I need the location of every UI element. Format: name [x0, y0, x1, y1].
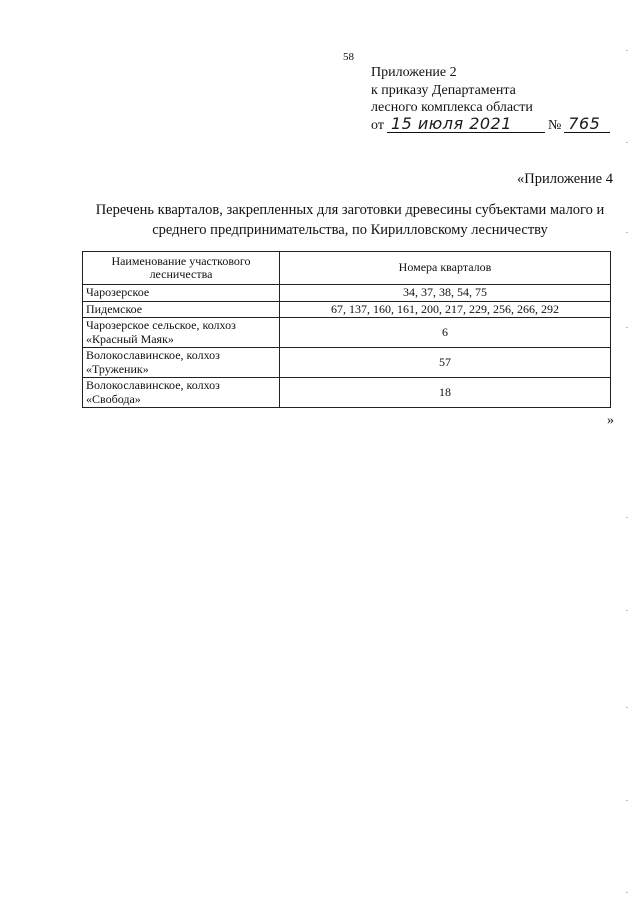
page-number: 58 — [343, 51, 354, 63]
forestry-name-cell: Чарозерское сельское, колхоз «Красный Маяк» — [83, 318, 280, 348]
forestry-name-cell: Чарозерское — [83, 285, 280, 302]
title-line-1: Перечень кварталов, закрепленных для заготовки древесины субъектами малого и — [95, 202, 605, 218]
quarter-numbers-cell: 6 — [280, 318, 611, 348]
quarter-numbers-cell: 34, 37, 38, 54, 75 — [280, 285, 611, 302]
quarters-table — [82, 251, 611, 408]
table-row — [83, 285, 611, 302]
from-label: от — [371, 118, 384, 133]
table-row — [83, 301, 611, 318]
margin-mark: . — [625, 510, 628, 520]
order-reference-line — [371, 114, 613, 135]
forestry-name-cell: Пидемское — [83, 301, 280, 318]
header-quarter-numbers: Номера кварталов — [280, 252, 611, 285]
margin-mark: . — [625, 885, 628, 895]
margin-mark: . — [625, 320, 628, 330]
title-line-2: среднего предпринимательства, по Кирилловскому лесничеству — [152, 222, 548, 238]
table-row — [83, 318, 611, 348]
document-title — [60, 200, 640, 240]
margin-mark: . — [625, 225, 628, 235]
margin-mark: . — [625, 43, 628, 53]
quarter-numbers-cell: 57 — [280, 348, 611, 378]
forestry-name-cell: Волокославинское, колхоз «Труженик» — [83, 348, 280, 378]
number-sign: № — [547, 118, 562, 133]
appendix-header — [371, 64, 613, 135]
margin-mark: . — [625, 603, 628, 613]
closing-quote: » — [607, 413, 614, 428]
table-row — [83, 348, 611, 378]
forestry-name-cell: Волокославинское, колхоз «Свобода» — [83, 378, 280, 408]
quarter-numbers-cell: 67, 137, 160, 161, 200, 217, 229, 256, 266, 292 — [280, 301, 611, 318]
quarter-numbers-cell: 18 — [280, 378, 611, 408]
margin-mark: . — [625, 700, 628, 710]
table-header-row — [83, 252, 611, 285]
appendix-line-2: к приказу Департамента — [371, 82, 516, 98]
handwritten-number: 765 — [568, 114, 601, 133]
date-blank — [387, 114, 545, 133]
margin-mark: . — [625, 135, 628, 145]
appendix-line-1: Приложение 2 — [371, 65, 457, 80]
appendix-line-3: лесного комплекса области — [371, 100, 533, 115]
header-forestry-name: Наименование участкового лесничества — [83, 252, 280, 285]
handwritten-date: 15 июля 2021 — [390, 114, 512, 133]
margin-mark: . — [625, 793, 628, 803]
table-row — [83, 378, 611, 408]
number-blank — [564, 114, 610, 133]
appendix-4-label: «Приложение 4 — [517, 171, 613, 187]
